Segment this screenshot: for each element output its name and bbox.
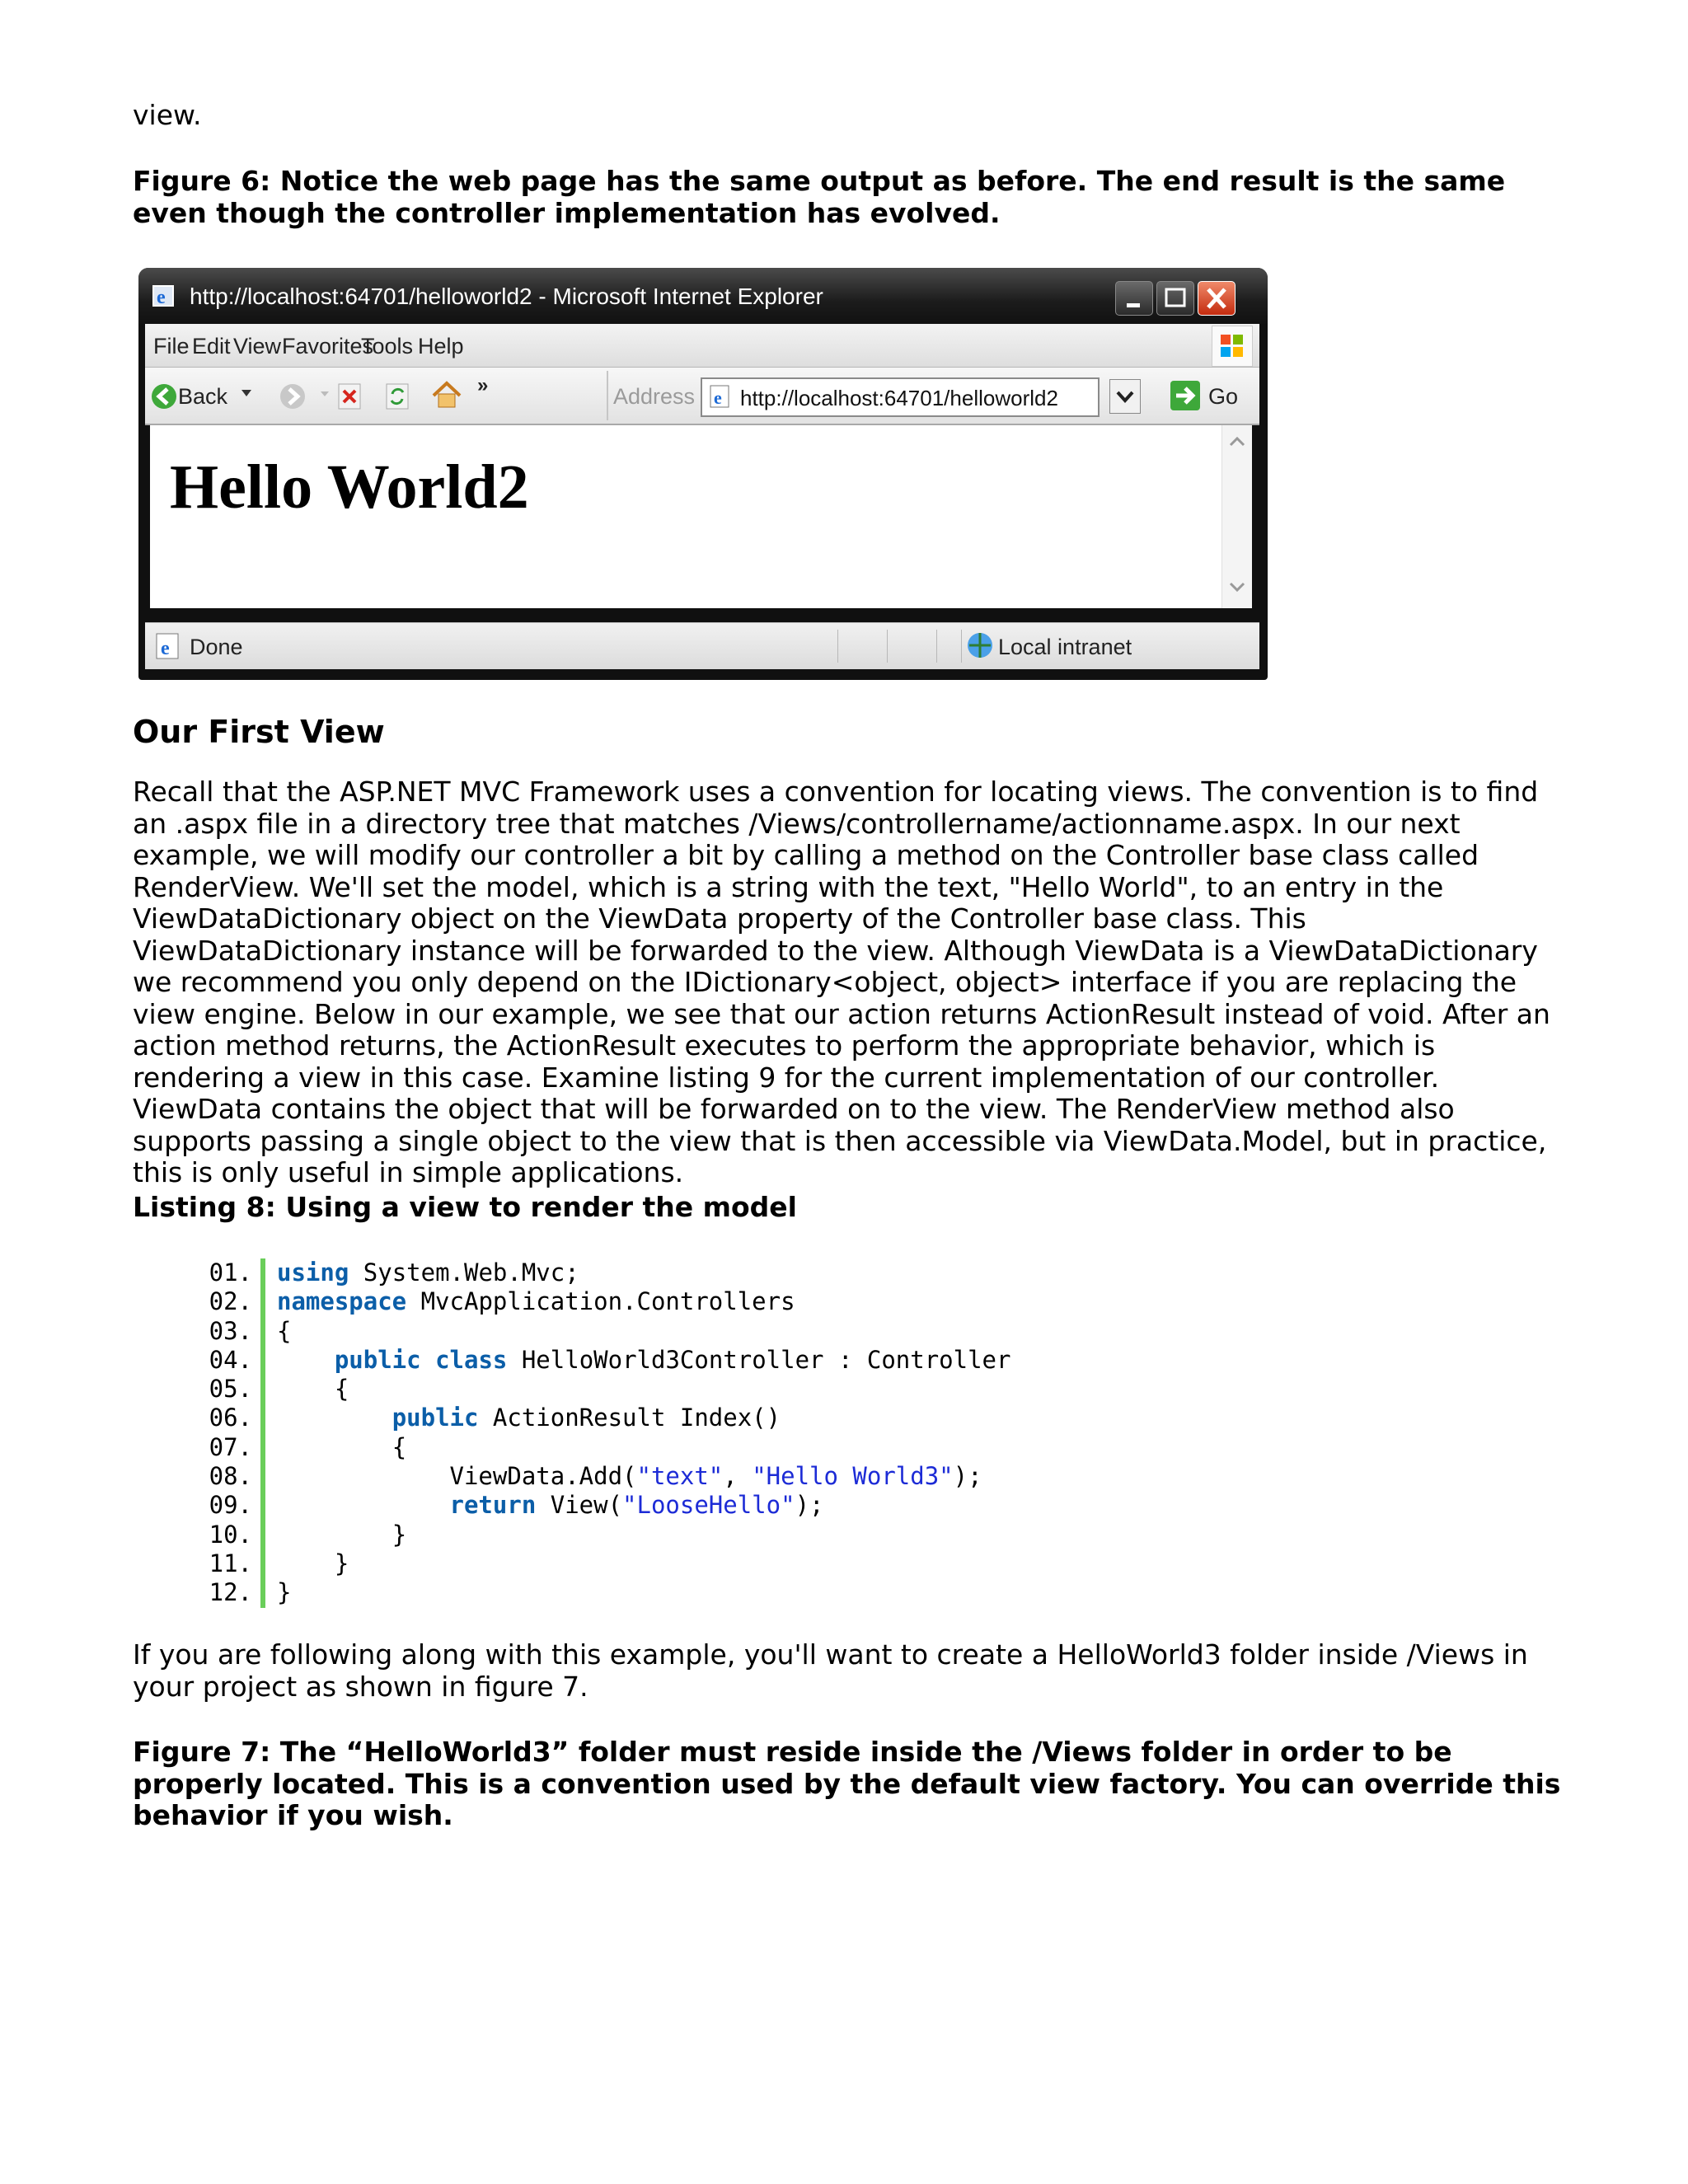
back-arrow-icon[interactable]: [150, 382, 178, 410]
code-gutter-bar: [260, 1375, 265, 1404]
code-line: [171, 1521, 1010, 1549]
code-text: [277, 1346, 1010, 1375]
top-fragment-text: view.: [133, 99, 202, 131]
stop-icon[interactable]: [336, 382, 363, 410]
code-gutter-bar: [260, 1491, 265, 1520]
status-divider: [887, 630, 888, 663]
menu-favorites[interactable]: Favorites: [282, 334, 374, 359]
code-text: [277, 1287, 795, 1316]
code-gutter-bar: [260, 1258, 265, 1287]
local-intranet-globe-icon: [964, 630, 996, 661]
security-zone-text: Local intranet: [998, 635, 1132, 659]
svg-text:e: e: [161, 638, 170, 659]
code-line: [171, 1317, 1010, 1346]
code-line: [171, 1404, 1010, 1432]
go-button[interactable]: Go: [1208, 384, 1239, 409]
menu-file[interactable]: File: [153, 334, 190, 359]
code-token: View(: [536, 1491, 623, 1520]
svg-text:e: e: [157, 287, 166, 308]
figure-6-caption: Figure 6: Notice the web page has the same output as before. The end result is the same even though the controller implementation has evolved.: [133, 165, 1506, 229]
code-token: ,: [723, 1462, 753, 1491]
line-number: 01.: [209, 1258, 252, 1286]
code-text: [277, 1317, 291, 1346]
body-paragraph-2: If you are following along with this example, you'll want to create a HelloWorld3 folder inside /Views in your project as shown in figure 7.: [133, 1638, 1528, 1703]
line-number: 11.: [209, 1549, 252, 1577]
code-string: "Hello World3": [752, 1462, 954, 1491]
menu-view[interactable]: View: [233, 334, 282, 359]
line-number: 02.: [209, 1287, 252, 1316]
refresh-icon[interactable]: [384, 382, 410, 410]
status-text: Done: [190, 635, 243, 659]
code-gutter-bar: [260, 1578, 265, 1607]
code-text: [277, 1549, 349, 1578]
vertical-scrollbar[interactable]: [1221, 425, 1252, 608]
code-line: [171, 1287, 1010, 1316]
menu-edit[interactable]: Edit: [192, 334, 231, 359]
code-keyword: public: [392, 1404, 479, 1432]
line-number: 10.: [209, 1520, 252, 1549]
code-line: [171, 1578, 1010, 1607]
section-heading: Our First View: [133, 714, 385, 750]
code-token: }: [334, 1549, 349, 1577]
rendered-page-heading: Hello World2: [170, 452, 529, 522]
code-text: [277, 1578, 291, 1607]
code-keyword: namespace: [277, 1287, 407, 1316]
maximize-button[interactable]: [1156, 281, 1194, 316]
code-gutter-bar: [260, 1462, 265, 1491]
code-text: [277, 1521, 406, 1549]
browser-title: http://localhost:64701/helloworld2 - Microsoft Internet Explorer: [190, 284, 823, 309]
scroll-up-icon[interactable]: [1222, 429, 1252, 455]
toolbar-separator: [607, 371, 608, 420]
line-number: 06.: [209, 1404, 252, 1432]
code-keyword: using: [277, 1258, 349, 1286]
close-button[interactable]: [1198, 281, 1236, 316]
code-gutter-bar: [260, 1549, 265, 1578]
code-gutter-bar: [260, 1404, 265, 1432]
code-token: System.Web.Mvc;: [349, 1258, 579, 1286]
code-gutter-bar: [260, 1287, 265, 1316]
code-line: [171, 1346, 1010, 1375]
figure-7-caption: Figure 7: The “HelloWorld3” folder must reside inside the /Views folder in order to be properly located. This is a convention used by the default view factory. You can override this behavior if you wish.: [133, 1736, 1561, 1831]
back-dropdown-icon[interactable]: [241, 389, 252, 397]
code-gutter-bar: [260, 1317, 265, 1346]
chevron-down-icon: [1110, 380, 1140, 413]
svg-text:e: e: [714, 387, 722, 408]
code-token: {: [392, 1432, 407, 1461]
address-page-icon: [707, 383, 734, 410]
line-number: 09.: [209, 1491, 252, 1520]
forward-dropdown-icon[interactable]: [320, 391, 330, 397]
status-divider: [837, 630, 838, 663]
browser-statusbar: [145, 622, 1259, 669]
browser-toolbar: [145, 368, 1259, 425]
listing-8-caption: Listing 8: Using a view to render the model: [133, 1191, 797, 1223]
line-number: 07.: [209, 1432, 252, 1461]
code-token: }: [392, 1520, 407, 1549]
body-paragraph-1: Recall that the ASP.NET MVC Framework uses a convention for locating views. The convention is to find an .aspx file in a directory tree that matches /Views/controllername/actionname.aspx. In our next example, we will modify our controller a bit by calling a method on the Controller base class called RenderView. We'll set the model, which is a string with the text, "Hello World", to an entry in the ViewDataDictionary object on the ViewData property of the Controller base class. This ViewDataDictionary instance will be forwarded to the view. Although ViewData is a ViewDataDictionary we recommend you only depend on the IDictionary<object, object> interface if you are replacing the view engine. Below in our example, we see that our action returns ActionResult instead of void. After an action method returns, the ActionResult executes to perform the appropriate behavior, which is rendering a view in this case. Examine listing 9 for the current implementation of our controller. ViewData contains the object that will be forwarded on to the view. The RenderView method also supports passing a single object to the view that is then accessible via ViewData.Model, but in practice, this is only useful in simple applications.: [133, 776, 1550, 1188]
status-divider: [936, 630, 937, 663]
code-token: HelloWorld3Controller : Controller: [507, 1345, 1011, 1374]
code-string: "text": [636, 1462, 724, 1491]
code-line: [171, 1491, 1010, 1520]
menu-help[interactable]: Help: [418, 334, 464, 359]
address-input[interactable]: [701, 377, 1100, 417]
code-token: );: [953, 1462, 982, 1491]
address-url: http://localhost:64701/helloworld2: [740, 386, 1058, 410]
scroll-down-icon[interactable]: [1222, 574, 1252, 600]
code-text: [277, 1404, 781, 1432]
status-page-icon: [153, 631, 183, 661]
code-token: {: [277, 1316, 292, 1345]
code-gutter-bar: [260, 1346, 265, 1375]
code-token: );: [795, 1491, 824, 1520]
code-keyword: return: [449, 1491, 537, 1520]
code-token: ViewData.Add(: [449, 1462, 637, 1491]
code-text: [277, 1433, 406, 1462]
code-gutter-bar: [260, 1521, 265, 1549]
code-line: [171, 1433, 1010, 1462]
browser-menubar: [145, 324, 1259, 368]
code-line: [171, 1549, 1010, 1578]
code-text: [277, 1258, 579, 1287]
line-number: 05.: [209, 1375, 252, 1404]
status-divider: [961, 630, 962, 663]
code-keyword: public: [334, 1345, 421, 1374]
home-icon[interactable]: [430, 379, 463, 410]
browser-window-screenshot: [138, 268, 1268, 680]
line-number: 08.: [209, 1462, 252, 1491]
code-token: }: [277, 1578, 292, 1607]
code-block: [171, 1258, 1010, 1608]
go-arrow-icon[interactable]: [1169, 379, 1202, 412]
line-number: 03.: [209, 1316, 252, 1345]
windows-logo-icon: [1212, 326, 1253, 367]
line-number: 12.: [209, 1578, 252, 1607]
code-line: [171, 1258, 1010, 1287]
code-gutter-bar: [260, 1433, 265, 1462]
code-token: {: [334, 1375, 349, 1404]
page-content-area: [150, 425, 1251, 608]
address-label: Address: [613, 384, 696, 409]
minimize-button[interactable]: [1115, 281, 1153, 316]
code-keyword: class: [435, 1345, 508, 1374]
code-token: ActionResult Index(): [478, 1404, 781, 1432]
code-text: [277, 1462, 982, 1491]
code-string: "LooseHello": [622, 1491, 795, 1520]
code-line: [171, 1375, 1010, 1404]
browser-titlebar: [138, 268, 1268, 324]
code-text: [277, 1375, 349, 1404]
line-number: 04.: [209, 1345, 252, 1374]
code-token: [421, 1346, 435, 1374]
code-text: [277, 1491, 823, 1520]
ie-page-icon: [150, 283, 180, 315]
menu-tools[interactable]: Tools: [361, 334, 414, 359]
back-button[interactable]: Back: [178, 384, 228, 409]
code-token: MvcApplication.Controllers: [406, 1287, 795, 1316]
address-dropdown-button[interactable]: [1109, 379, 1141, 414]
forward-arrow-icon[interactable]: [279, 382, 307, 410]
toolbar-chevron-icon[interactable]: »: [477, 374, 489, 396]
code-line: [171, 1462, 1010, 1491]
